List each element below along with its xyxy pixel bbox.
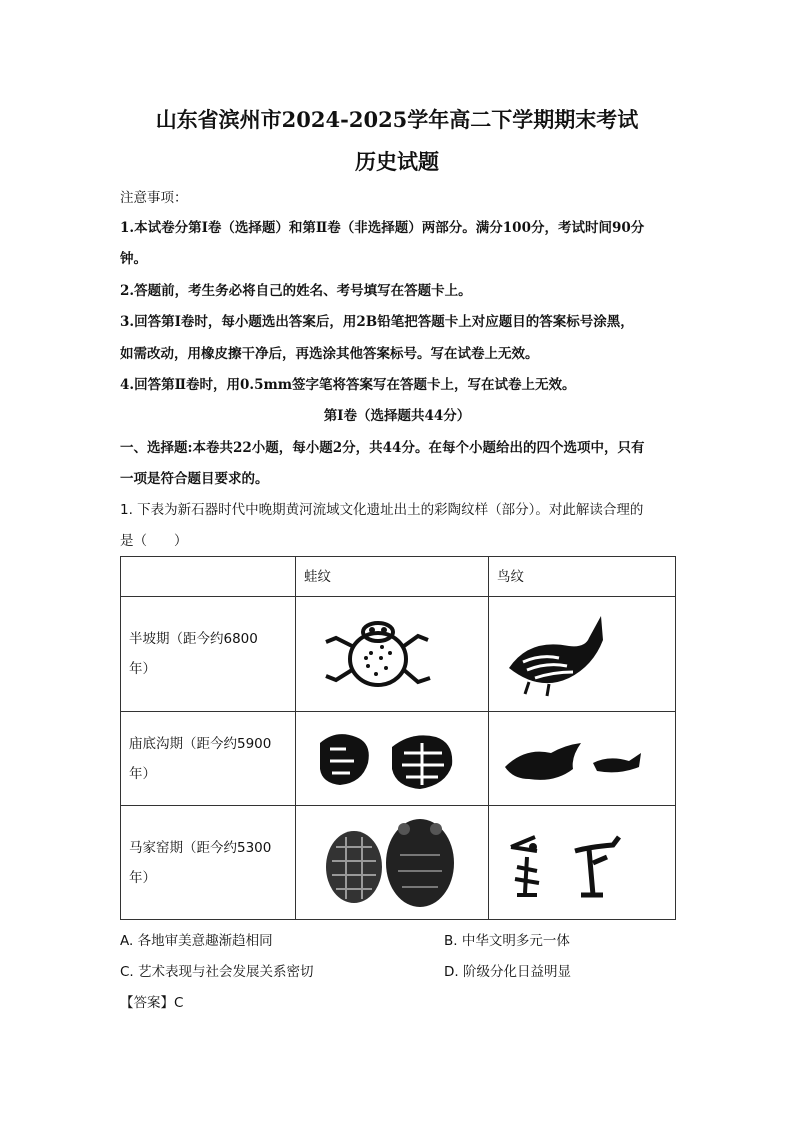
period-cell: 半坡期（距今约6800 年）	[121, 597, 296, 712]
table-row	[121, 806, 676, 920]
notes-heading: 注意事项：	[120, 190, 188, 206]
frog-pattern-cell	[296, 712, 489, 806]
answer-label: 【答案】C	[120, 995, 184, 1011]
table-header-cell	[121, 557, 296, 597]
section-title: 第Ⅰ卷（选择题共44分）	[323, 408, 471, 424]
note-line: 1.本试卷分第Ⅰ卷（选择题）和第Ⅱ卷（非选择题）两部分。满分100分，考试时间90分	[120, 220, 645, 236]
option-b[interactable]: B. 中华文明多元一体	[444, 933, 570, 949]
table-header-row	[121, 557, 676, 597]
table-row	[121, 712, 676, 806]
note-line: 钟。	[120, 251, 147, 267]
bird-pattern-cell	[489, 597, 676, 712]
bird-pattern-image	[489, 807, 673, 919]
bird-pattern-image	[489, 598, 673, 711]
section-instruction: 一、选择题:本卷共22小题，每小题2分，共44分。在每个小题给出的四个选项中，只有	[120, 440, 645, 456]
period-cell: 马家窑期（距今约5300 年）	[121, 806, 296, 920]
frog-pattern-cell	[296, 806, 489, 920]
note-line: 如需改动，用橡皮擦干净后，再选涂其他答案标号。写在试卷上无效。	[120, 346, 539, 362]
note-line: 3.回答第Ⅰ卷时，每小题选出答案后，用2B铅笔把答题卡上对应题目的答案标号涂黑，	[120, 314, 634, 330]
question-stem: 1. 下表为新石器时代中晚期黄河流域文化遗址出土的彩陶纹样（部分）。对此解读合理的	[120, 502, 644, 518]
table-header-cell: 鸟纹	[489, 557, 676, 597]
period-cell: 庙底沟期（距今约5900 年）	[121, 712, 296, 806]
option-a[interactable]: A. 各地审美意趣渐趋相同	[120, 933, 273, 949]
question-stem: 是（ ）	[120, 533, 188, 549]
table-row	[121, 597, 676, 712]
exam-subtitle: 历史试题	[355, 149, 439, 174]
exam-title: 山东省滨州市2024-2025学年高二下学期期末考试	[155, 107, 639, 132]
frog-pattern-image	[296, 807, 486, 919]
bird-pattern-cell	[489, 806, 676, 920]
frog-pattern-image	[296, 713, 486, 805]
section-instruction: 一项是符合题目要求的。	[120, 471, 269, 487]
option-d[interactable]: D. 阶级分化日益明显	[444, 964, 571, 980]
frog-pattern-cell	[296, 597, 489, 712]
table-header-cell: 蛙纹	[296, 557, 489, 597]
bird-pattern-cell	[489, 712, 676, 806]
note-line: 2.答题前，考生务必将自己的姓名、考号填写在答题卡上。	[120, 283, 472, 299]
frog-pattern-image	[296, 598, 486, 711]
pattern-table	[120, 556, 676, 920]
note-line: 4.回答第Ⅱ卷时，用0.5mm签字笔将答案写在答题卡上，写在试卷上无效。	[120, 377, 576, 393]
option-c[interactable]: C. 艺术表现与社会发展关系密切	[120, 964, 314, 980]
bird-pattern-image	[489, 713, 673, 805]
